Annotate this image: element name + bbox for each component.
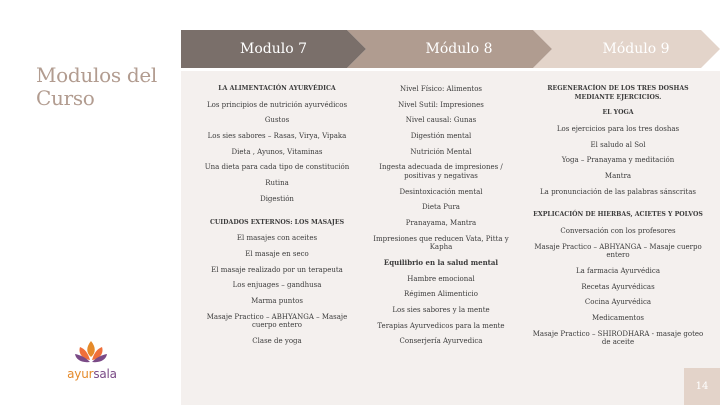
topic-item: Hambre emocional xyxy=(407,274,475,283)
section-heading: LA ALIMENTACIÓN AYURVÉDICA xyxy=(218,85,336,92)
page-number: 14 xyxy=(684,368,720,405)
topic-item: Nivel causal: Gunas xyxy=(405,116,477,125)
topic-item: Terapias Ayurvedicos para la mente xyxy=(377,321,505,330)
topic-item: Conserjería Ayurvedica xyxy=(399,337,483,346)
topic-item: Rutina xyxy=(265,179,289,188)
topic-item: Nutrición Mental xyxy=(410,147,472,156)
topic-item: Dieta , Ayunos, Vitaminas xyxy=(231,147,323,156)
topic-item: La pronunciación de las palabras sánscritas xyxy=(540,187,696,196)
topic-item: Los sies sabores – Rasas, Virya, Vipaka xyxy=(207,132,347,141)
module-7-topics xyxy=(195,85,359,353)
topic-item: Gustos xyxy=(264,116,290,125)
topic-item: Cocina Ayurvédica xyxy=(584,298,652,307)
topic-item: Digestión mental xyxy=(410,132,472,141)
module-9-label: Módulo 9 xyxy=(602,41,670,57)
topic-item: Régimen Alimenticio xyxy=(404,290,478,299)
module-7-label: Modulo 7 xyxy=(239,41,307,57)
topic-item: Masaje Practico – SHIRODHARA - masaje goteo de aceite xyxy=(532,329,704,347)
topic-item: Pranayama, Mantra xyxy=(405,219,477,227)
topic-item: Marma puntos xyxy=(251,296,303,305)
topic-item: Impresiones que reducen Vata, Pitta y Kapha xyxy=(373,234,509,252)
topic-item: Masaje Practico – ABHYANGA – Masaje cuerpo entero xyxy=(206,312,348,330)
section-heading: EXPLICACIÓN DE HIERBAS, ACIETES Y POLVOS xyxy=(533,211,703,219)
topic-item: Recetas Ayurvédicas xyxy=(581,282,655,291)
page-title: Modulos del Curso xyxy=(36,63,157,110)
topic-item: Los ejercicios para los tres doshas xyxy=(556,124,680,133)
section-heading: EL YOGA xyxy=(602,109,634,117)
topic-item: Los enjuages – gandhusa xyxy=(232,281,322,290)
topic-item: La farmacia Ayurvédica xyxy=(575,266,661,275)
module-arrows xyxy=(181,30,720,68)
topic-item: Equilibrio en la salud mental xyxy=(383,257,499,267)
topic-item: Conversación con los profesores xyxy=(560,227,676,235)
topic-item: El masajes con aceites xyxy=(236,234,318,243)
section-heading: CUIDADOS EXTERNOS: LOS MASAJES xyxy=(209,218,345,226)
module-8-topics xyxy=(371,85,511,353)
topic-item: El saludo al Sol xyxy=(590,140,646,149)
topic-item: Dieta Pura xyxy=(422,203,460,212)
topic-item: Mantra xyxy=(604,171,632,180)
topic-item: Clase de yoga xyxy=(252,336,302,345)
topic-item: Los principios de nutrición ayurvédicos xyxy=(206,100,348,109)
topic-item: Los sies sabores y la mente xyxy=(392,305,490,314)
modules-content-panel xyxy=(181,71,720,405)
topic-item: Ingesta adecuada de impresiones / positivas y negativas xyxy=(379,163,503,180)
topic-item: El masaje en seco xyxy=(245,249,309,258)
topic-item: Nivel Físico: Alimentos xyxy=(399,85,482,93)
topic-item: Una dieta para cada tipo de constitución xyxy=(204,163,350,172)
topic-item: El masaje realizado por un terapeuta xyxy=(211,265,343,274)
ayursala-logo-text: ayursala xyxy=(67,367,117,381)
module-8-label: Módulo 8 xyxy=(425,41,493,57)
topic-item: Medicamentos xyxy=(591,313,645,322)
section-gap xyxy=(195,211,359,219)
topic-item: Digestión xyxy=(260,194,294,203)
topic-item: Desintoxicación mental xyxy=(399,187,483,196)
topic-item: Nivel Sutil: Impresiones xyxy=(398,100,484,109)
section-heading: REGENERACÍON DE LOS TRES DOSHAS MEDIANTE EJERCICIOS. xyxy=(547,85,689,101)
topic-item: Yoga – Pranayama y meditación xyxy=(561,156,675,165)
topic-item: Masaje Practico – ABHYANGA – Masaje cuerpo entero xyxy=(534,242,702,260)
module-9-topics xyxy=(528,85,708,354)
